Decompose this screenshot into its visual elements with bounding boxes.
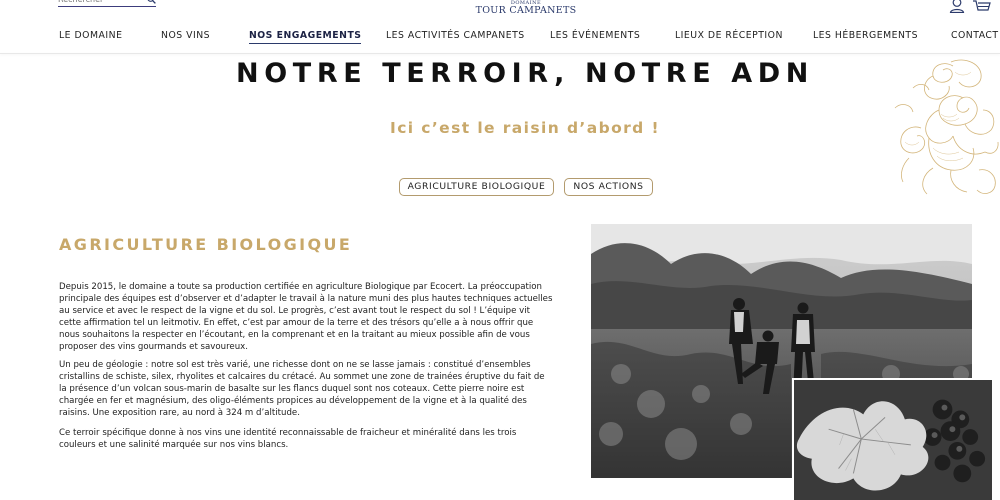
anchor-agriculture-biologique[interactable]: AGRICULTURE BIOLOGIQUE (399, 178, 554, 196)
paragraph-intro: Depuis 2015, le domaine a toute sa production certifiée en agriculture Biologique par Ecocert. La préoccupation principale des équipes est d’observer et d’adapter le travail à la nature muni des plus hautes techniques actuelles au service et avec le respect de la vigne et du sol. Le progrès, c’est avant tout le respect du sol ! L’équipe vit cette affirmation tel un leitmotiv. En effet, c’est par amour de la terre et des trésors qu’elle a à nous offrir que nous souhaitons la respecter en l’écoutant, en la comprenant et en la traitant au mieux possible afin de vous proposer des vins gourmands et savoureux. (59, 282, 553, 352)
nav-item-activites[interactable]: LES ACTIVITÉS CAMPANETS (386, 30, 525, 41)
search-input[interactable] (58, 0, 144, 6)
nav-item-vins[interactable]: NOS VINS (161, 30, 211, 41)
cart-icon[interactable] (972, 0, 992, 13)
section-heading: AGRICULTURE BIOLOGIQUE (59, 235, 353, 254)
main-nav (0, 29, 1000, 45)
rose-illustration (893, 58, 1000, 198)
page-title: NOTRE TERROIR, NOTRE ADN (236, 58, 814, 89)
logo-main-text: TOUR CAMPANETS (475, 5, 577, 16)
nav-divider (0, 53, 1000, 54)
nav-item-hebergements[interactable]: LES HÉBERGEMENTS (813, 30, 918, 41)
nav-item-reception[interactable]: LIEUX DE RÉCEPTION (675, 30, 783, 41)
page-subtitle: Ici c’est le raisin d’abord ! (390, 119, 660, 137)
search-icon[interactable] (147, 0, 156, 4)
paragraph-terroir: Ce terroir spécifique donne à nos vins une identité reconnaissable de fraicheur et minéralité dans les trois couleurs et une salinité marquée sur nos vins blancs. (59, 428, 517, 450)
nav-item-domaine[interactable]: LE DOMAINE (59, 30, 123, 41)
search-bar[interactable] (58, 0, 156, 7)
logo-small-text: DOMAINE (510, 0, 542, 6)
user-icon[interactable] (949, 0, 965, 13)
nav-item-contact[interactable]: CONTACT (951, 30, 999, 41)
anchor-nos-actions[interactable]: NOS ACTIONS (564, 178, 653, 196)
nav-item-engagements[interactable]: NOS ENGAGEMENTS (249, 29, 361, 44)
grape-leaf-photo (792, 378, 992, 500)
site-logo[interactable] (470, 0, 582, 16)
nav-item-evenements[interactable]: LES ÉVÉNEMENTS (550, 30, 641, 41)
paragraph-geologie: Un peu de géologie : notre sol est très varié, une richesse dont on ne se lasse jamais : constitué d’ensembles cristallins de schiste, silex, rhyolites et calcaires du crétacé. Au sommet une zone de trainées éruptive du fait de la présence d’un volcan sous-marin de basalte sur les flancs duquel sont nos coteaux. Cette pierre noire est chargée en fer et magnésium, des oligo-éléments propices au développement de la vigne et à la qualité des raisins. Une exposition rare, au nord à 324 m d’altitude. (59, 360, 545, 418)
